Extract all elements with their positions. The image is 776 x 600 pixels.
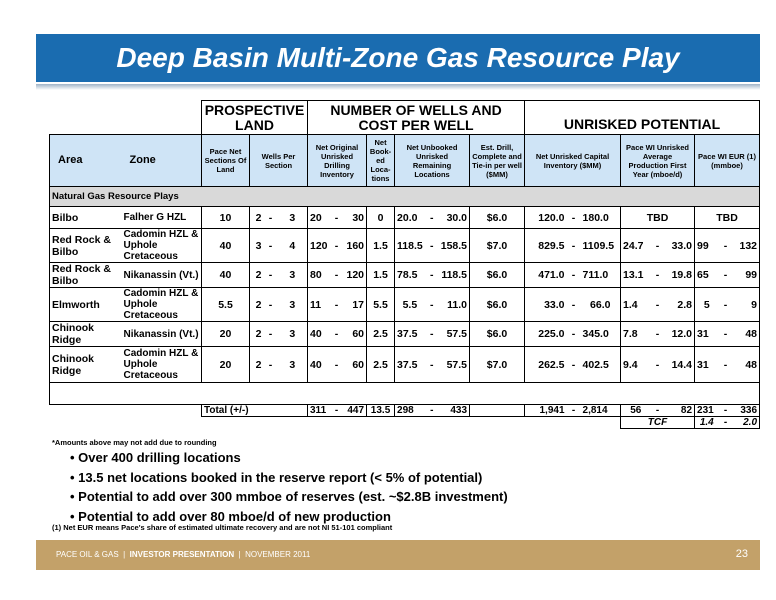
area-cell: Chinook Ridge (50, 322, 122, 347)
bullet-text: Potential to add over 80 mboe/d of new production (78, 508, 391, 524)
title-shadow (36, 84, 760, 90)
eur-hi: 9 (733, 288, 760, 322)
table-row (50, 263, 760, 288)
footer-bar (36, 540, 760, 570)
orig-lo: 40 (308, 347, 330, 383)
dash: - (264, 322, 278, 347)
dash: - (651, 405, 665, 417)
dash: - (719, 322, 733, 347)
zone-cell: Falher G HZL (122, 207, 202, 229)
total-prod-lo: 56 (621, 405, 651, 417)
eur-footnote: (1) Net EUR means Pace's share of estimated ultimate recovery and are not NI 51-101 compliant (52, 523, 393, 532)
zone-cell: Cadomin HZL & Uphole Cretaceous (122, 229, 202, 263)
total-unb-hi: 433 (439, 405, 470, 417)
cap-lo: 120.0 (525, 207, 567, 229)
col-net-booked: Net Book-ed Loca-tions (367, 135, 395, 187)
sections-cell: 40 (202, 229, 250, 263)
zone-cell: Cadomin HZL & Uphole Cretaceous (122, 347, 202, 383)
dash: - (567, 405, 581, 417)
bullet-list (70, 448, 508, 526)
orig-lo: 40 (308, 322, 330, 347)
booked-cell: 1.5 (367, 263, 395, 288)
total-label: Total (+/-) (202, 405, 308, 417)
cost-cell: $6.0 (470, 288, 525, 322)
dash: - (719, 288, 733, 322)
header-unrisked-potential: UNRISKED POTENTIAL (525, 101, 760, 135)
bullet-text: 13.5 net locations booked in the reserve report (< 5% of potential) (78, 469, 483, 485)
dash: - (264, 263, 278, 288)
dash: - (330, 263, 344, 288)
unb-hi: 30.0 (439, 207, 470, 229)
table-row (50, 347, 760, 383)
total-eur-lo: 231 (695, 405, 719, 417)
area-cell: Elmworth (50, 288, 122, 322)
rounding-note: *Amounts above may not add due to rounding (52, 438, 217, 447)
total-prod-hi: 82 (665, 405, 695, 417)
wps-lo: 2 (250, 263, 264, 288)
total-unb-lo: 298 (395, 405, 425, 417)
sections-cell: 10 (202, 207, 250, 229)
dash: - (651, 229, 665, 263)
cap-lo: 262.5 (525, 347, 567, 383)
col-zone: Zone (122, 135, 202, 187)
dash: - (719, 263, 733, 288)
dash: - (567, 347, 581, 383)
header-prospective-land: PROSPECTIVE LAND (202, 101, 308, 135)
col-pace-wi-prod: Pace WI Unrisked Average Production First Year (mboe/d) (621, 135, 695, 187)
booked-cell: 2.5 (367, 322, 395, 347)
unb-lo: 20.0 (395, 207, 425, 229)
table-row (50, 288, 760, 322)
cap-lo: 471.0 (525, 263, 567, 288)
footer-company: PACE OIL & GAS (56, 550, 119, 559)
area-cell: Chinook Ridge (50, 347, 122, 383)
dash: - (651, 347, 665, 383)
col-pace-net-sections: Pace Net Sections Of Land (202, 135, 250, 187)
sections-cell: 20 (202, 322, 250, 347)
bullet-item: • Over 400 drilling locations (70, 450, 241, 465)
eur-lo: 5 (695, 288, 719, 322)
booked-cell: 5.5 (367, 288, 395, 322)
total-cap-hi: 2,814 (581, 405, 621, 417)
page-number: 23 (735, 548, 748, 560)
unb-hi: 158.5 (439, 229, 470, 263)
col-wells-per-section: Wells Per Section (250, 135, 308, 187)
total-booked: 13.5 (367, 405, 395, 417)
orig-hi: 30 (344, 207, 367, 229)
dash: - (330, 207, 344, 229)
col-net-capital: Net Unrisked Capital Inventory ($MM) (525, 135, 621, 187)
dash: - (567, 322, 581, 347)
wps-lo: 2 (250, 288, 264, 322)
unb-lo: 37.5 (395, 322, 425, 347)
bullet-text: Potential to add over 300 mmboe of reserves (est. ~$2.8B investment) (78, 489, 508, 504)
dash: - (425, 229, 439, 263)
prod-lo: 7.8 (621, 322, 651, 347)
dash: - (719, 417, 733, 429)
wps-hi: 3 (278, 288, 308, 322)
dash: - (651, 322, 665, 347)
cost-cell: $7.0 (470, 229, 525, 263)
table-row (50, 229, 760, 263)
dash: - (425, 207, 439, 229)
unb-hi: 57.5 (439, 322, 470, 347)
col-est-drill: Est. Drill, Complete and Tie-in per well ($MM) (470, 135, 525, 187)
dash: - (264, 288, 278, 322)
footer-presentation: INVESTOR PRESENTATION (129, 550, 235, 559)
wps-lo: 2 (250, 207, 264, 229)
dash: - (651, 288, 665, 322)
eur-lo: 99 (695, 229, 719, 263)
tcf-hi: 2.0 (733, 417, 760, 429)
sections-cell: 20 (202, 347, 250, 383)
eur-lo: 31 (695, 347, 719, 383)
section-label: Natural Gas Resource Plays (50, 187, 760, 207)
col-net-unbooked: Net Unbooked Unrisked Remaining Locations (395, 135, 470, 187)
zone-cell: Nikanassin (Vt.) (122, 322, 202, 347)
zone-cell: Nikanassin (Vt.) (122, 263, 202, 288)
unb-lo: 37.5 (395, 347, 425, 383)
booked-cell: 2.5 (367, 347, 395, 383)
sections-cell: 5.5 (202, 288, 250, 322)
resource-table (49, 100, 760, 429)
eur-hi: 48 (733, 322, 760, 347)
bullet-item: • Potential to add over 300 mmboe of reserves (est. ~$2.8B investment) (70, 489, 508, 504)
eur-hi: 132 (733, 229, 760, 263)
orig-hi: 60 (344, 347, 367, 383)
unb-lo: 78.5 (395, 263, 425, 288)
wps-hi: 3 (278, 263, 308, 288)
bullet-item: • Potential to add over 80 mboe/d of new production (70, 508, 391, 524)
tcf-label: TCF (621, 417, 695, 429)
cap-hi: 180.0 (581, 207, 621, 229)
dash: - (330, 405, 344, 417)
bullet-item: • 13.5 net locations booked in the reserve report (< 5% of potential) (70, 469, 483, 485)
wps-hi: 3 (278, 347, 308, 383)
cap-lo: 33.0 (525, 288, 567, 322)
orig-lo: 120 (308, 229, 330, 263)
prod-hi: 14.4 (665, 347, 695, 383)
wps-lo: 2 (250, 322, 264, 347)
dash: - (567, 263, 581, 288)
prod-lo: 13.1 (621, 263, 651, 288)
cost-cell: $6.0 (470, 322, 525, 347)
dash: - (719, 405, 733, 417)
prod-hi: 33.0 (665, 229, 695, 263)
dash: - (330, 288, 344, 322)
col-area: Area (50, 135, 122, 187)
dash: - (330, 229, 344, 263)
zone-cell: Cadomin HZL & Uphole Cretaceous (122, 288, 202, 322)
area-cell: Red Rock & Bilbo (50, 229, 122, 263)
dash: - (567, 288, 581, 322)
wps-hi: 4 (278, 229, 308, 263)
total-orig-hi: 447 (344, 405, 367, 417)
cap-hi: 402.5 (581, 347, 621, 383)
dash: - (330, 347, 344, 383)
unb-lo: 5.5 (395, 288, 425, 322)
prod-cell: TBD (621, 207, 695, 229)
total-cost-empty (470, 405, 525, 417)
dash: - (651, 263, 665, 288)
prod-lo: 1.4 (621, 288, 651, 322)
dash: - (330, 322, 344, 347)
cap-hi: 1109.5 (581, 229, 621, 263)
dash: - (567, 229, 581, 263)
bullet-text: Over 400 drilling locations (78, 450, 241, 465)
dash: - (425, 405, 439, 417)
dash: - (567, 207, 581, 229)
orig-hi: 60 (344, 322, 367, 347)
eur-lo: 31 (695, 322, 719, 347)
dash: - (264, 347, 278, 383)
dash: - (425, 263, 439, 288)
cap-hi: 66.0 (581, 288, 621, 322)
wps-hi: 3 (278, 322, 308, 347)
orig-hi: 17 (344, 288, 367, 322)
eur-hi: 48 (733, 347, 760, 383)
prod-hi: 2.8 (665, 288, 695, 322)
tcf-lo: 1.4 (695, 417, 719, 429)
dash: - (264, 229, 278, 263)
tcf-row (50, 417, 760, 429)
total-orig-lo: 311 (308, 405, 330, 417)
area-cell: Bilbo (50, 207, 122, 229)
prod-lo: 9.4 (621, 347, 651, 383)
unb-hi: 57.5 (439, 347, 470, 383)
dash: - (264, 207, 278, 229)
unb-hi: 11.0 (439, 288, 470, 322)
col-pace-wi-eur: Pace WI EUR (1) (mmboe) (695, 135, 760, 187)
total-eur-hi: 336 (733, 405, 760, 417)
orig-lo: 20 (308, 207, 330, 229)
col-net-original: Net Original Unrisked Drilling Inventory (308, 135, 367, 187)
cap-lo: 225.0 (525, 322, 567, 347)
cost-cell: $6.0 (470, 207, 525, 229)
area-cell: Red Rock & Bilbo (50, 263, 122, 288)
table-row (50, 207, 760, 229)
total-cap-lo: 1,941 (525, 405, 567, 417)
cap-hi: 345.0 (581, 322, 621, 347)
prod-hi: 12.0 (665, 322, 695, 347)
unb-lo: 118.5 (395, 229, 425, 263)
wps-lo: 2 (250, 347, 264, 383)
dash: - (425, 288, 439, 322)
prod-lo: 24.7 (621, 229, 651, 263)
orig-hi: 120 (344, 263, 367, 288)
eur-lo: 65 (695, 263, 719, 288)
cost-cell: $6.0 (470, 263, 525, 288)
orig-hi: 160 (344, 229, 367, 263)
dash: - (425, 322, 439, 347)
dash: - (719, 347, 733, 383)
total-row (50, 405, 760, 417)
cap-lo: 829.5 (525, 229, 567, 263)
dash: - (425, 347, 439, 383)
unb-hi: 118.5 (439, 263, 470, 288)
dash: - (719, 229, 733, 263)
footer-date: NOVEMBER 2011 (245, 550, 311, 559)
eur-hi: 99 (733, 263, 760, 288)
header-wells-cost: NUMBER OF WELLS AND COST PER WELL (308, 101, 525, 135)
sections-cell: 40 (202, 263, 250, 288)
booked-cell: 1.5 (367, 229, 395, 263)
booked-cell: 0 (367, 207, 395, 229)
cap-hi: 711.0 (581, 263, 621, 288)
footer-text: PACE OIL & GAS | INVESTOR PRESENTATION | NOVEMBER 2011 (56, 550, 311, 559)
wps-hi: 3 (278, 207, 308, 229)
cost-cell: $7.0 (470, 347, 525, 383)
table-row (50, 322, 760, 347)
prod-hi: 19.8 (665, 263, 695, 288)
wps-lo: 3 (250, 229, 264, 263)
orig-lo: 11 (308, 288, 330, 322)
eur-cell: TBD (695, 207, 760, 229)
orig-lo: 80 (308, 263, 330, 288)
slide-title: Deep Basin Multi-Zone Gas Resource Play (116, 42, 680, 73)
